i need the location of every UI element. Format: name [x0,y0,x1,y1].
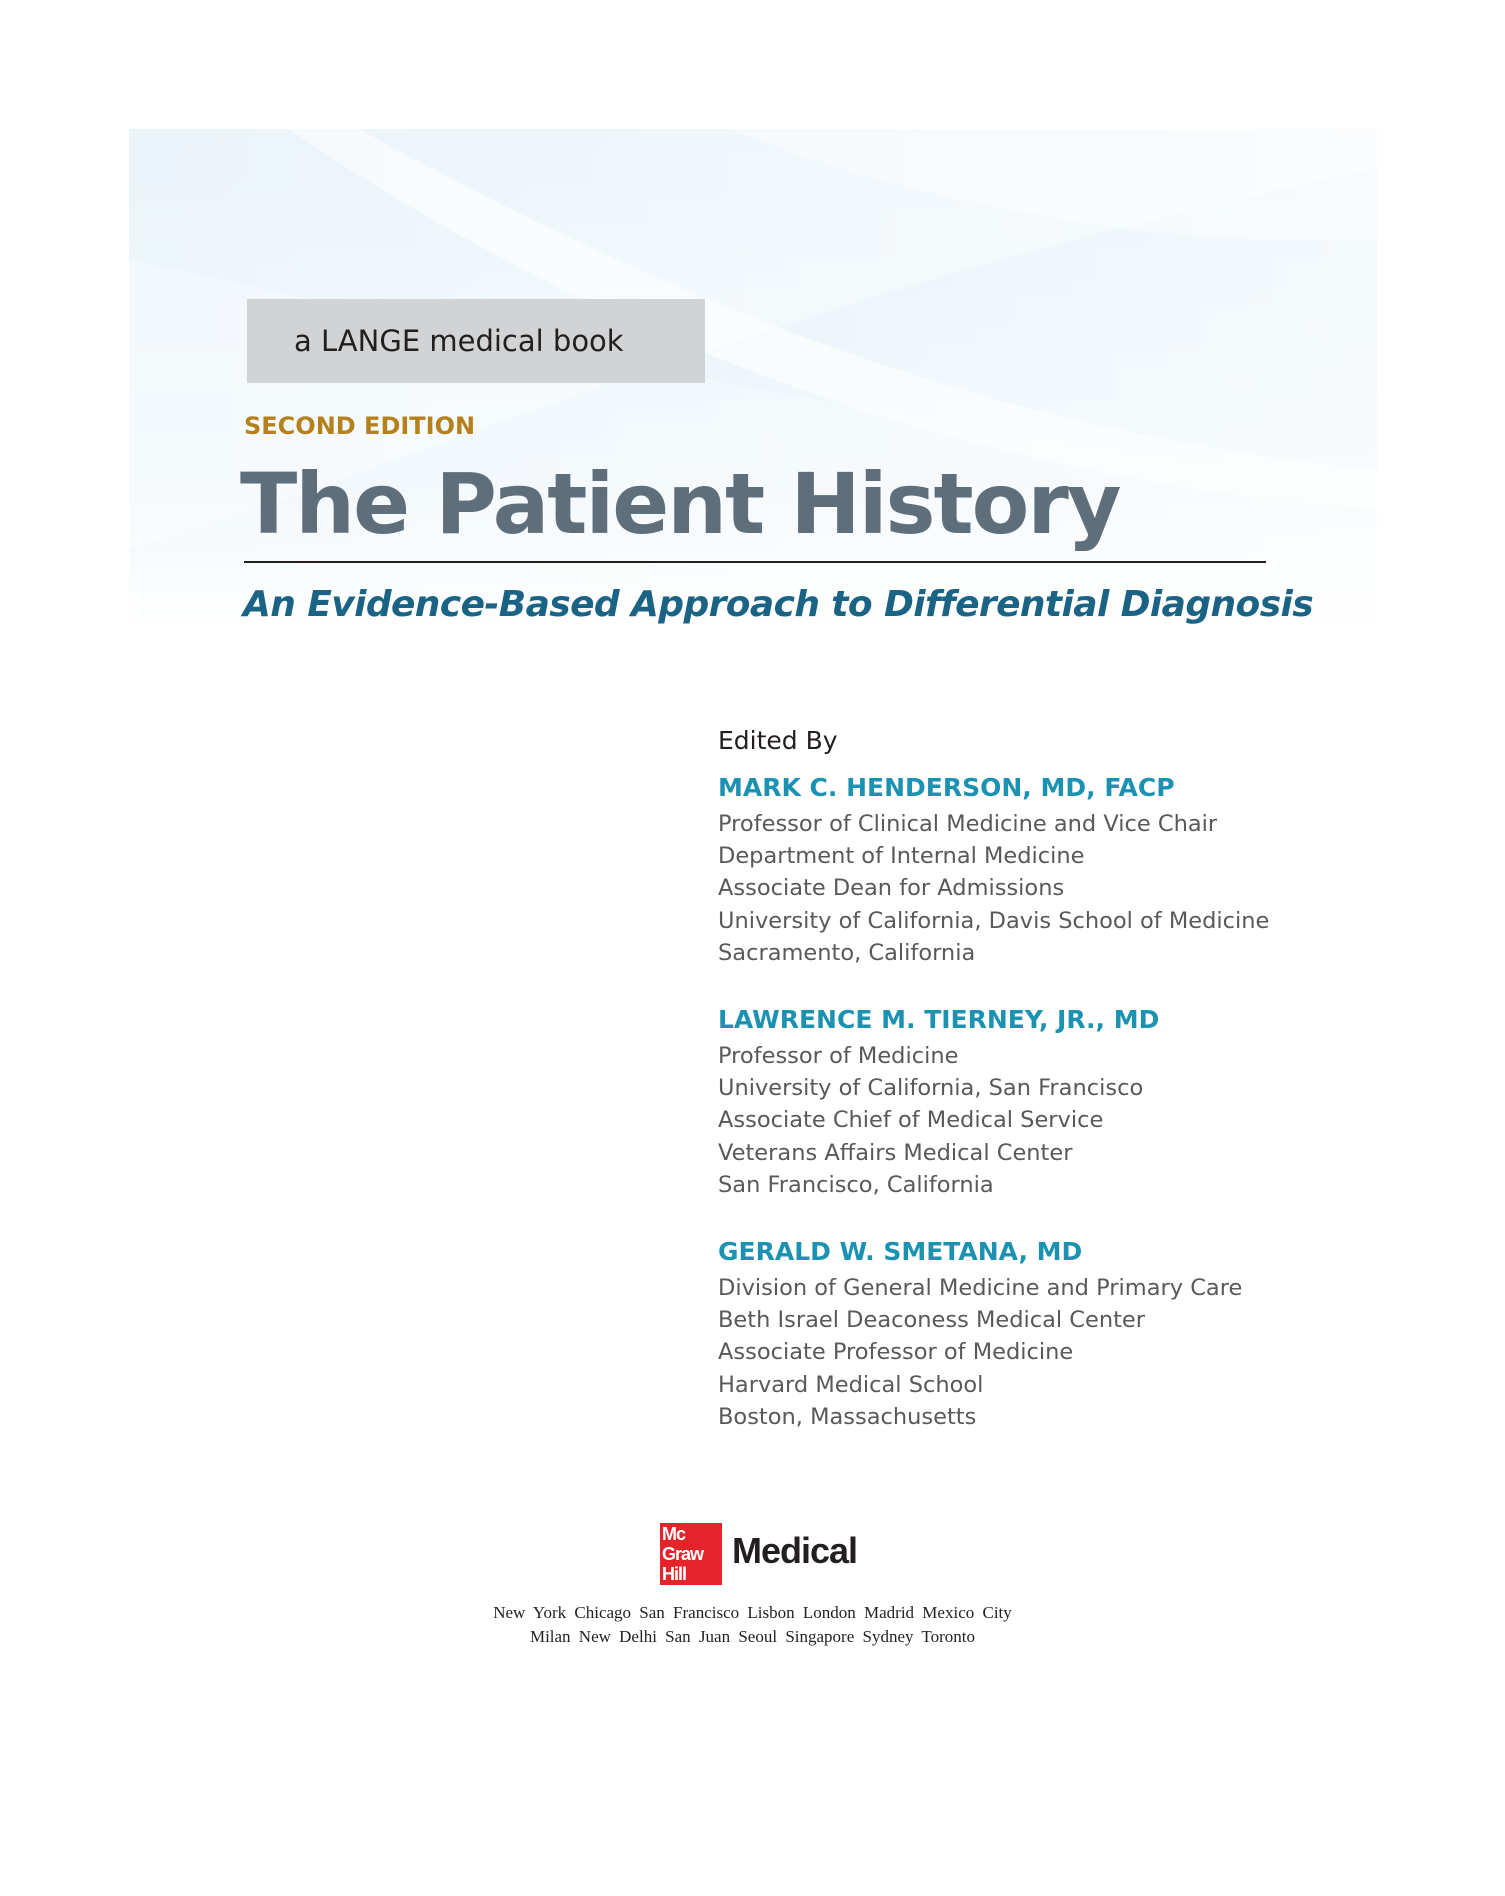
editor-affiliation: Sacramento, California [718,939,976,966]
editors-section [718,726,1278,1469]
editor-affiliation: Harvard Medical School [718,1371,984,1398]
editor-affiliation: San Francisco, California [718,1171,994,1198]
publisher-cities-line-2: Milan New Delhi San Juan Seoul Singapore Sydney Toronto [529,1627,976,1646]
editor-affiliation: Boston, Massachusetts [718,1403,977,1430]
editor-affiliation: Associate Professor of Medicine [718,1339,1074,1366]
editor-affiliation: Veterans Affairs Medical Center [718,1139,1073,1166]
editor-affiliation: Beth Israel Deaconess Medical Center [718,1307,1146,1334]
publisher-cities-line-1: New York Chicago San Francisco Lisbon London Madrid Mexico City [493,1603,1012,1622]
editor-name: LAWRENCE M. TIERNEY, JR., MD [718,1005,1160,1035]
editor-name: GERALD W. SMETANA, MD [718,1237,1083,1267]
editor-affiliation: Associate Chief of Medical Service [718,1107,1104,1134]
editor-block-henderson [718,773,1278,969]
editor-affiliation: Professor of Medicine [718,1043,959,1070]
book-subtitle: An Evidence-Based Approach to Differential Diagnosis [243,584,1314,625]
editor-affiliation: Associate Dean for Admissions [718,875,1065,902]
logo-wordmark: Medical [732,1530,858,1571]
editor-block-tierney [718,1005,1278,1201]
editor-affiliation: Professor of Clinical Medicine and Vice Chair [718,811,1218,837]
editor-affiliation: Department of Internal Medicine [718,843,1085,870]
edition-label: SECOND EDITION [244,412,476,440]
book-title: The Patient History [240,455,1120,553]
title-divider [244,561,1266,563]
logo-mark-line: Mc [662,1524,686,1544]
editor-affiliation: University of California, San Francisco [718,1075,1144,1102]
logo-mark-line: Graw [662,1544,704,1564]
mcgraw-hill-logo-mark [660,1523,722,1585]
editor-name: MARK C. HENDERSON, MD, FACP [718,773,1175,802]
editor-affiliation: Division of General Medicine and Primary Care [718,1275,1243,1302]
mcgraw-hill-medical-logo [660,1523,880,1585]
edited-by-heading: Edited By [718,726,838,755]
series-label: a LANGE medical book [294,324,624,358]
logo-mark-line: Hill [662,1564,687,1584]
series-label-box [247,299,705,383]
editor-affiliation: University of California, Davis School of Medicine [718,907,1270,934]
editor-block-smetana [718,1237,1278,1433]
